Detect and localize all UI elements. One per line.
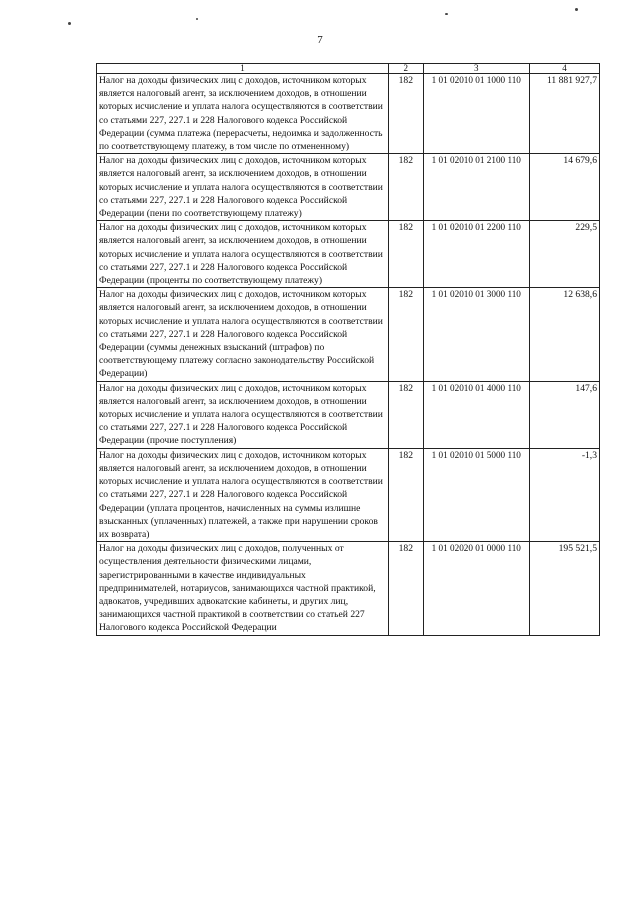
row-name: Налог на доходы физических лиц с доходов, источником которых является налоговый агент, за исключением доходов, в отношении которых исчисление и уплата налога осуществляются в соответствии со статьями 227, 227.1 и 228 Налогового кодекса Российской Федерации (проценты по соответствующему платежу) xyxy=(97,221,389,288)
row-admin-code: 182 xyxy=(389,381,423,448)
table-row xyxy=(97,74,600,154)
row-amount: 195 521,5 xyxy=(530,542,600,635)
row-budget-code: 1 01 02020 01 0000 110 xyxy=(423,542,529,635)
table-header-row xyxy=(97,64,600,74)
row-name: Налог на доходы физических лиц с доходов, источником которых является налоговый агент, за исключением доходов, в отношении которых исчисление и уплата налога осуществляются в соответствии со статьями 227, 227.1 и 228 Налогового кодекса Российской Федерации (пени по соответствующему платежу) xyxy=(97,154,389,221)
scan-speck xyxy=(196,18,198,20)
row-amount: 229,5 xyxy=(530,221,600,288)
column-header-4: 4 xyxy=(530,64,600,74)
scan-speck xyxy=(575,8,578,11)
row-budget-code: 1 01 02010 01 1000 110 xyxy=(423,74,529,154)
table-row xyxy=(97,154,600,221)
row-admin-code: 182 xyxy=(389,542,423,635)
table-row xyxy=(97,381,600,448)
row-name: Налог на доходы физических лиц с доходов, источником которых является налоговый агент, за исключением доходов, в отношении которых исчисление и уплата налога осуществляются в соответствии со статьями 227, 227.1 и 228 Налогового кодекса Российской Федерации (прочие поступления) xyxy=(97,381,389,448)
row-admin-code: 182 xyxy=(389,448,423,541)
column-header-2: 2 xyxy=(389,64,423,74)
column-header-3: 3 xyxy=(423,64,529,74)
row-name: Налог на доходы физических лиц с доходов, источником которых является налоговый агент, за исключением доходов, в отношении которых исчисление и уплата налога осуществляются в соответствии со статьями 227, 227.1 и 228 Налогового кодекса Российской Федерации (суммы денежных взысканий (штрафов) по соответствующему платежу согласно законодательству Российской Федерации) xyxy=(97,288,389,381)
row-admin-code: 182 xyxy=(389,154,423,221)
row-amount: 11 881 927,7 xyxy=(530,74,600,154)
scan-speck xyxy=(68,22,71,25)
row-amount: 14 679,6 xyxy=(530,154,600,221)
row-amount: 147,6 xyxy=(530,381,600,448)
row-amount: 12 638,6 xyxy=(530,288,600,381)
revenue-table xyxy=(96,63,600,636)
row-admin-code: 182 xyxy=(389,221,423,288)
page-number: 7 xyxy=(317,34,323,46)
row-budget-code: 1 01 02010 01 5000 110 xyxy=(423,448,529,541)
table-row xyxy=(97,542,600,635)
row-amount: -1,3 xyxy=(530,448,600,541)
table-row xyxy=(97,221,600,288)
row-budget-code: 1 01 02010 01 2200 110 xyxy=(423,221,529,288)
scan-speck xyxy=(445,13,448,15)
column-header-1: 1 xyxy=(97,64,389,74)
row-name: Налог на доходы физических лиц с доходов, источником которых является налоговый агент, за исключением доходов, в отношении которых исчисление и уплата налога осуществляются в соответствии со статьями 227, 227.1 и 228 Налогового кодекса Российской Федерации (уплата процентов, начисленных на суммы излишне взысканных (уплаченных) платежей, а также при нарушении сроков их возврата) xyxy=(97,448,389,541)
row-budget-code: 1 01 02010 01 4000 110 xyxy=(423,381,529,448)
row-budget-code: 1 01 02010 01 2100 110 xyxy=(423,154,529,221)
row-name: Налог на доходы физических лиц с доходов, полученных от осуществления деятельности физическими лицами, зарегистрированными в качестве индивидуальных предпринимателей, нотариусов, занимающихся частной практикой, адвокатов, учредивших адвокатские кабинеты, и других лиц, занимающихся частной практикой в соответствии со статьей 227 Налогового кодекса Российской Федерации xyxy=(97,542,389,635)
table-row xyxy=(97,448,600,541)
row-admin-code: 182 xyxy=(389,288,423,381)
row-admin-code: 182 xyxy=(389,74,423,154)
table-row xyxy=(97,288,600,381)
row-budget-code: 1 01 02010 01 3000 110 xyxy=(423,288,529,381)
row-name: Налог на доходы физических лиц с доходов, источником которых является налоговый агент, за исключением доходов, в отношении которых исчисление и уплата налога осуществляются в соответствии со статьями 227, 227.1 и 228 Налогового кодекса Российской Федерации (сумма платежа (перерасчеты, недоимка и задолженность по соответствующему платежу, в том числе по отмененному) xyxy=(97,74,389,154)
